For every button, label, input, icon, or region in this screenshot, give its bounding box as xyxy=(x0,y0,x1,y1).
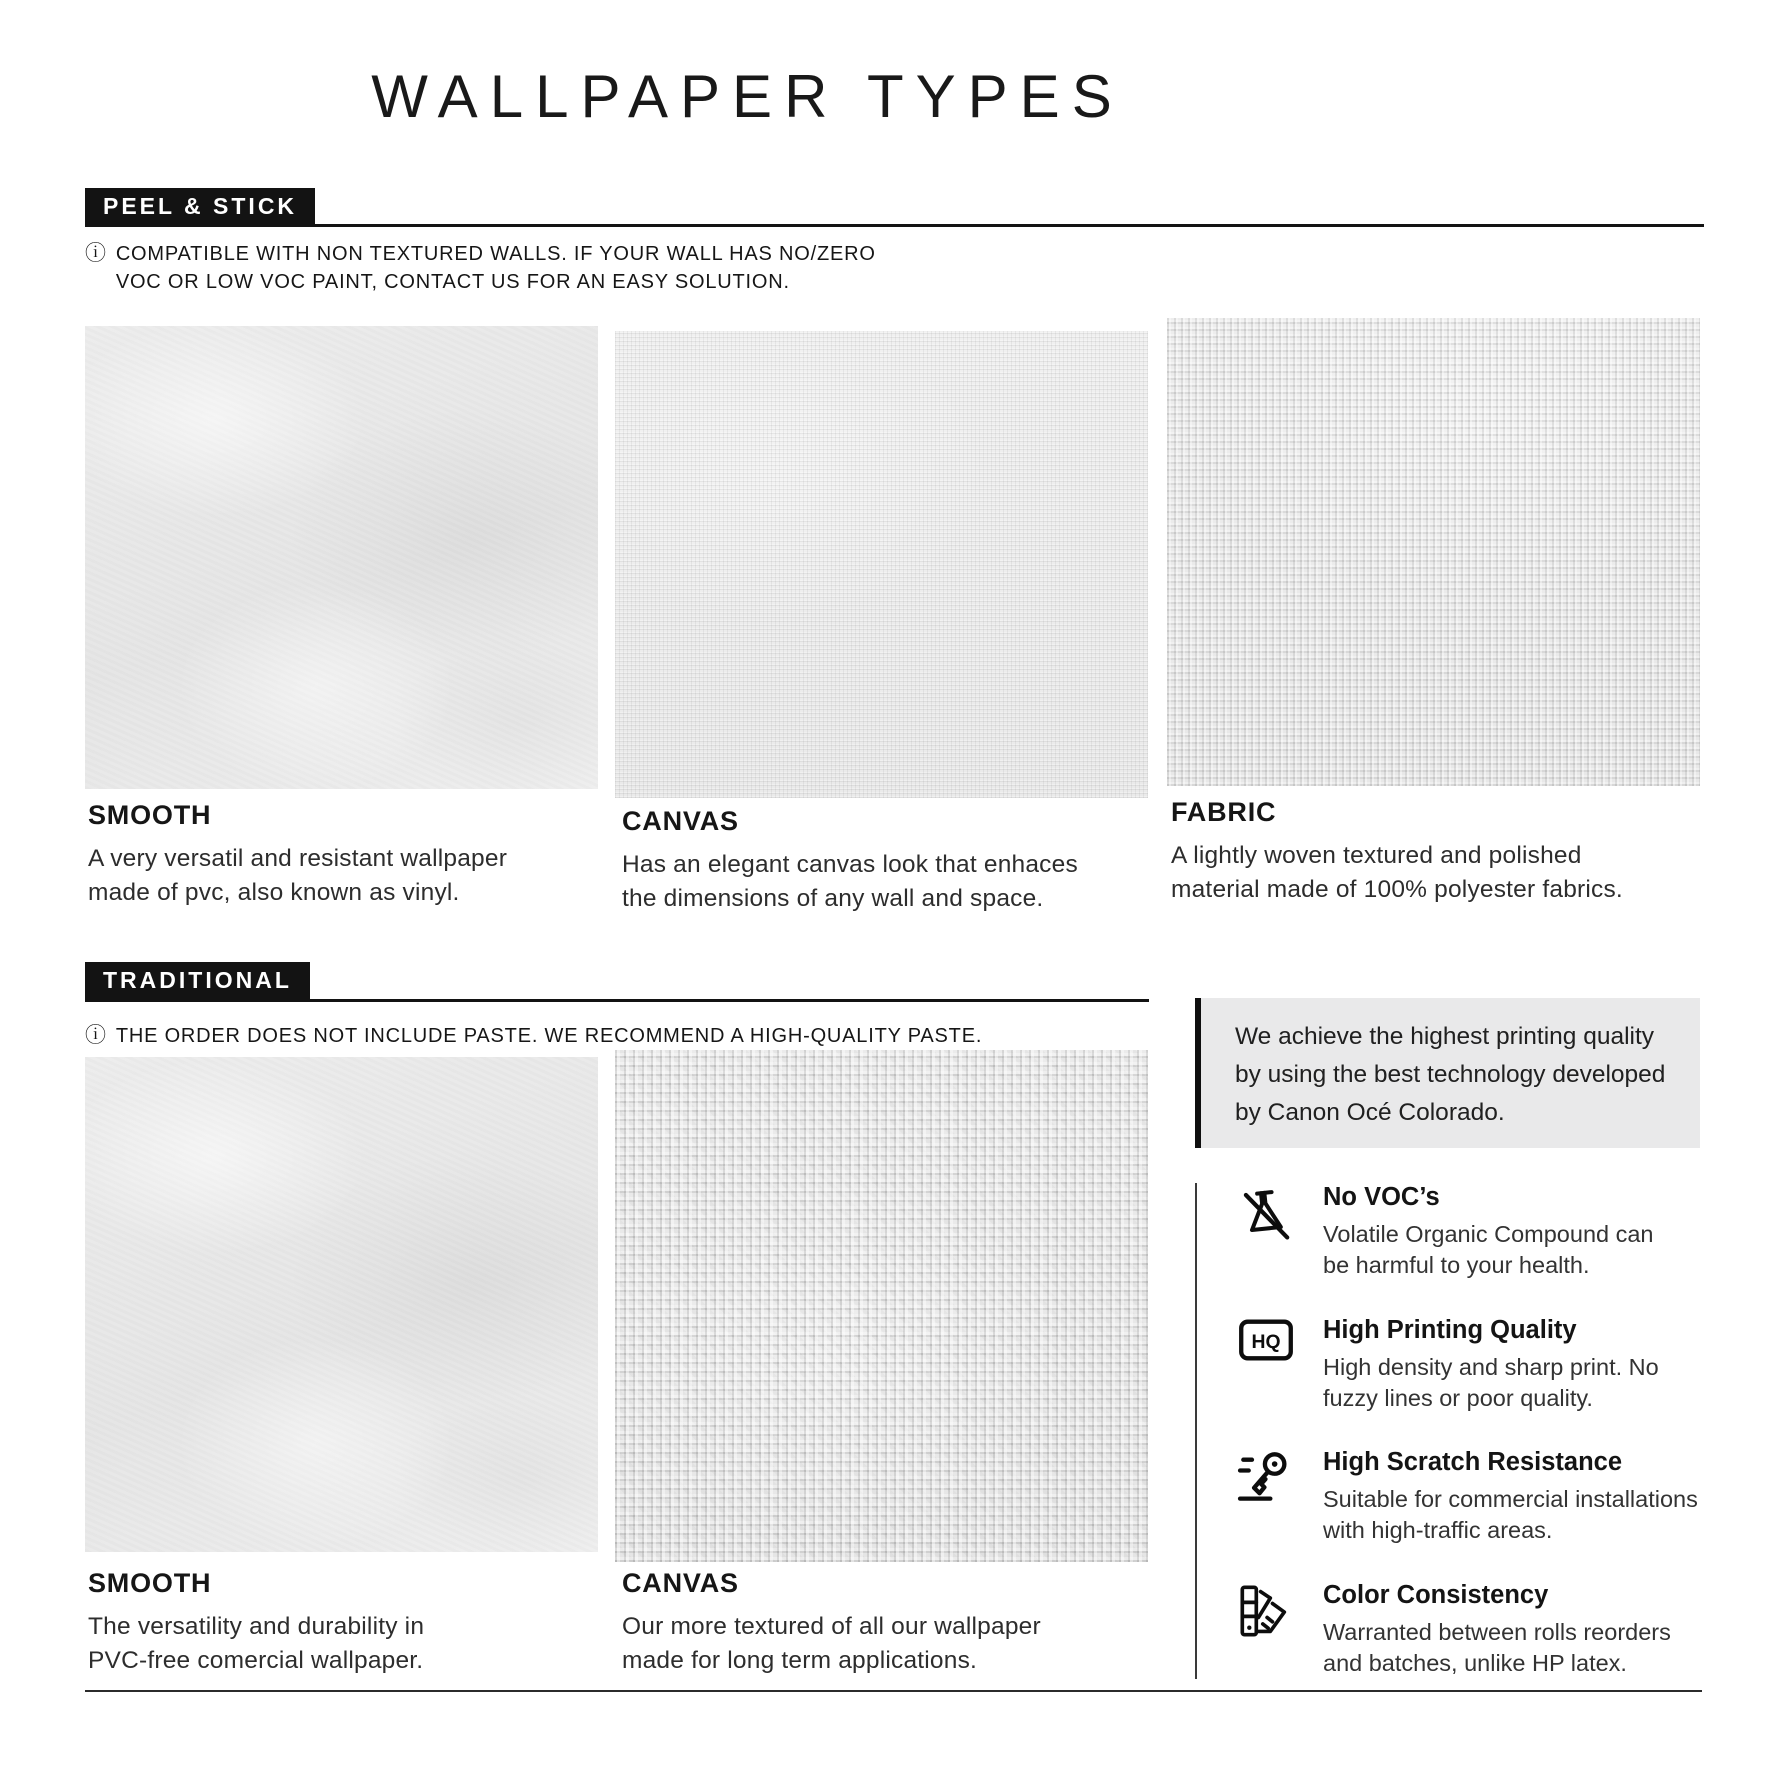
type-description: A very versatil and resistant wallpaper made of pvc, also known as vinyl. xyxy=(88,845,508,906)
hq-badge-icon xyxy=(1235,1316,1297,1362)
type-title: SMOOTH xyxy=(88,800,212,830)
page-title: WALLPAPER TYPES xyxy=(371,63,1124,130)
swatch-canvas-peel-stick xyxy=(615,331,1148,798)
feature-title: High Scratch Resistance xyxy=(1323,1448,1623,1476)
type-block-canvas-peel-stick xyxy=(622,806,1114,915)
info-note-text xyxy=(116,240,876,296)
feature-item-color-consistency xyxy=(1235,1581,1707,1680)
type-block-smooth-traditional xyxy=(88,1568,436,1677)
feature-item-scratch-resistance xyxy=(1235,1448,1707,1547)
type-title: SMOOTH xyxy=(88,1568,212,1598)
swatch-smooth-traditional xyxy=(85,1057,598,1552)
feature-description: Warranted between rolls reorders and batches, unlike HP latex. xyxy=(1323,1618,1671,1676)
info-icon: ⓘ xyxy=(85,242,107,265)
type-title: CANVAS xyxy=(622,806,739,836)
type-description: Has an elegant canvas look that enhaces the dimensions of any wall and space. xyxy=(622,851,1078,912)
quality-note-panel: We achieve the highest printing quality by using the best technology developed by Canon Océ Colorado. xyxy=(1195,998,1700,1148)
feature-title: Color Consistency xyxy=(1323,1580,1549,1609)
info-note-traditional xyxy=(85,1022,982,1050)
type-block-smooth-peel-stick xyxy=(88,800,558,909)
flask-crossed-icon xyxy=(1235,1183,1297,1243)
features-list xyxy=(1195,1183,1707,1679)
type-title: CANVAS xyxy=(622,1568,739,1598)
feature-description: High density and sharp print. No fuzzy lines or poor quality. xyxy=(1323,1353,1659,1411)
info-note-line: COMPATIBLE WITH NON TEXTURED WALLS. IF YOUR WALL HAS NO/ZERO xyxy=(115,243,876,265)
feature-text xyxy=(1323,1581,1695,1680)
type-title: FABRIC xyxy=(1171,797,1277,827)
type-description: A lightly woven textured and polished material made of 100% polyester fabrics. xyxy=(1171,842,1623,903)
type-block-canvas-traditional xyxy=(622,1568,1074,1677)
feature-item-no-voc xyxy=(1235,1183,1707,1282)
feature-text xyxy=(1323,1316,1663,1415)
section-rule-peel-stick xyxy=(85,224,1704,227)
feature-text xyxy=(1323,1448,1707,1547)
info-note-peel-stick xyxy=(85,240,876,296)
type-block-fabric-peel-stick xyxy=(1171,797,1649,906)
section-rule-traditional xyxy=(85,999,1149,1002)
feature-title: No VOC’s xyxy=(1323,1183,1440,1211)
section-label-traditional: TRADITIONAL xyxy=(85,962,310,1001)
type-description: Our more textured of all our wallpaper made for long term applications. xyxy=(622,1613,1041,1674)
info-note-line: THE ORDER DOES NOT INCLUDE PASTE. WE RECOMMEND A HIGH-QUALITY PASTE. xyxy=(115,1025,983,1047)
bottom-rule xyxy=(85,1690,1702,1692)
info-note-text xyxy=(116,1022,982,1050)
section-label-peel-stick: PEEL & STICK xyxy=(85,188,315,227)
swatch-smooth-peel-stick xyxy=(85,326,598,789)
key-icon xyxy=(1235,1448,1297,1504)
swatch-fabric-peel-stick xyxy=(1167,318,1700,786)
feature-item-high-printing-quality xyxy=(1235,1316,1707,1415)
feature-description: Suitable for commercial installations with high-traffic areas. xyxy=(1323,1486,1698,1544)
info-note-line: VOC OR LOW VOC PAINT, CONTACT US FOR AN EASY SOLUTION. xyxy=(115,271,790,293)
svg-text:HQ: HQ xyxy=(1251,1330,1281,1353)
color-swatches-icon xyxy=(1235,1581,1297,1639)
info-icon: ⓘ xyxy=(85,1024,107,1047)
type-description: The versatility and durability in PVC-free comercial wallpaper. xyxy=(88,1613,425,1674)
feature-description: Volatile Organic Compound can be harmful to your health. xyxy=(1323,1221,1654,1279)
feature-text xyxy=(1323,1183,1675,1282)
swatch-canvas-traditional xyxy=(615,1050,1148,1562)
feature-title: High Printing Quality xyxy=(1323,1315,1577,1344)
